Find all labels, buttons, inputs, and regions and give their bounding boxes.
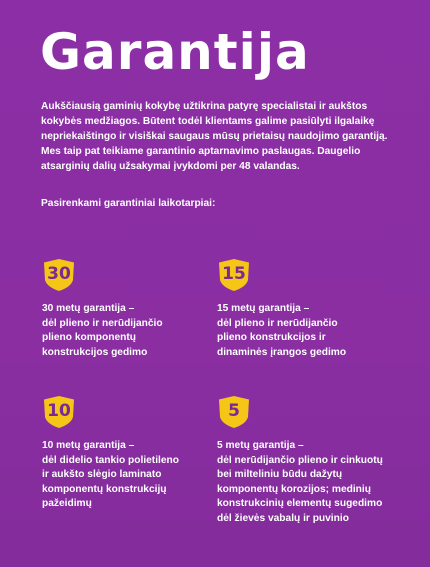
warranty-item-5 bbox=[217, 395, 407, 526]
shield-badge-icon bbox=[42, 395, 76, 429]
shield-badge-icon bbox=[217, 395, 251, 429]
intro-paragraph: Aukščiausią gaminių kokybę užtikrina patyrę specialistai ir aukštos kokybės medžiagos. Būtent todėl klientams galime pasiūlyti ilgalaikę nepriekaištingo ir visiškai saugaus mūsų prietaisų naudojimo garantiją. Mes taip pat teikiame garantinio aptarnavimo paslaugas. Daugelio atsarginių dalių užsakymai įvykdomi per 48 valandas. bbox=[41, 101, 388, 172]
warranty-item-10 bbox=[42, 395, 232, 512]
warranty-description: 30 metų garantija – dėl plieno ir nerūdijančio plieno komponentų konstrukcijos gedimo bbox=[42, 303, 163, 358]
warranty-item-30 bbox=[42, 258, 232, 360]
warranty-years-number: 5 bbox=[228, 401, 240, 421]
warranty-description: 15 metų garantija – dėl plieno ir nerūdijančio plieno konstrukcijos ir dinaminės įrangos gedimo bbox=[217, 303, 347, 358]
page-title: Garantija bbox=[40, 23, 310, 81]
warranty-periods-label: Pasirenkami garantiniai laikotarpiai: bbox=[41, 198, 216, 209]
warranty-years-number: 10 bbox=[47, 401, 71, 421]
warranty-description: 5 metų garantija – dėl nerūdijančio plieno ir cinkuotų bei milteliniu būdu dažytų komponentų korozijos; medinių konstrukcinių elementų sugedimo dėl žievės vabalų ir puvinio bbox=[217, 440, 383, 524]
warranty-description: 10 metų garantija – dėl didelio tankio polietileno ir aukšto slėgio laminato komponentų konstrukcijų pažeidimų bbox=[42, 440, 179, 509]
shield-badge-icon bbox=[217, 258, 251, 292]
warranty-years-number: 15 bbox=[222, 264, 246, 284]
warranty-item-15 bbox=[217, 258, 407, 360]
shield-badge-icon bbox=[42, 258, 76, 292]
warranty-years-number: 30 bbox=[47, 264, 71, 284]
